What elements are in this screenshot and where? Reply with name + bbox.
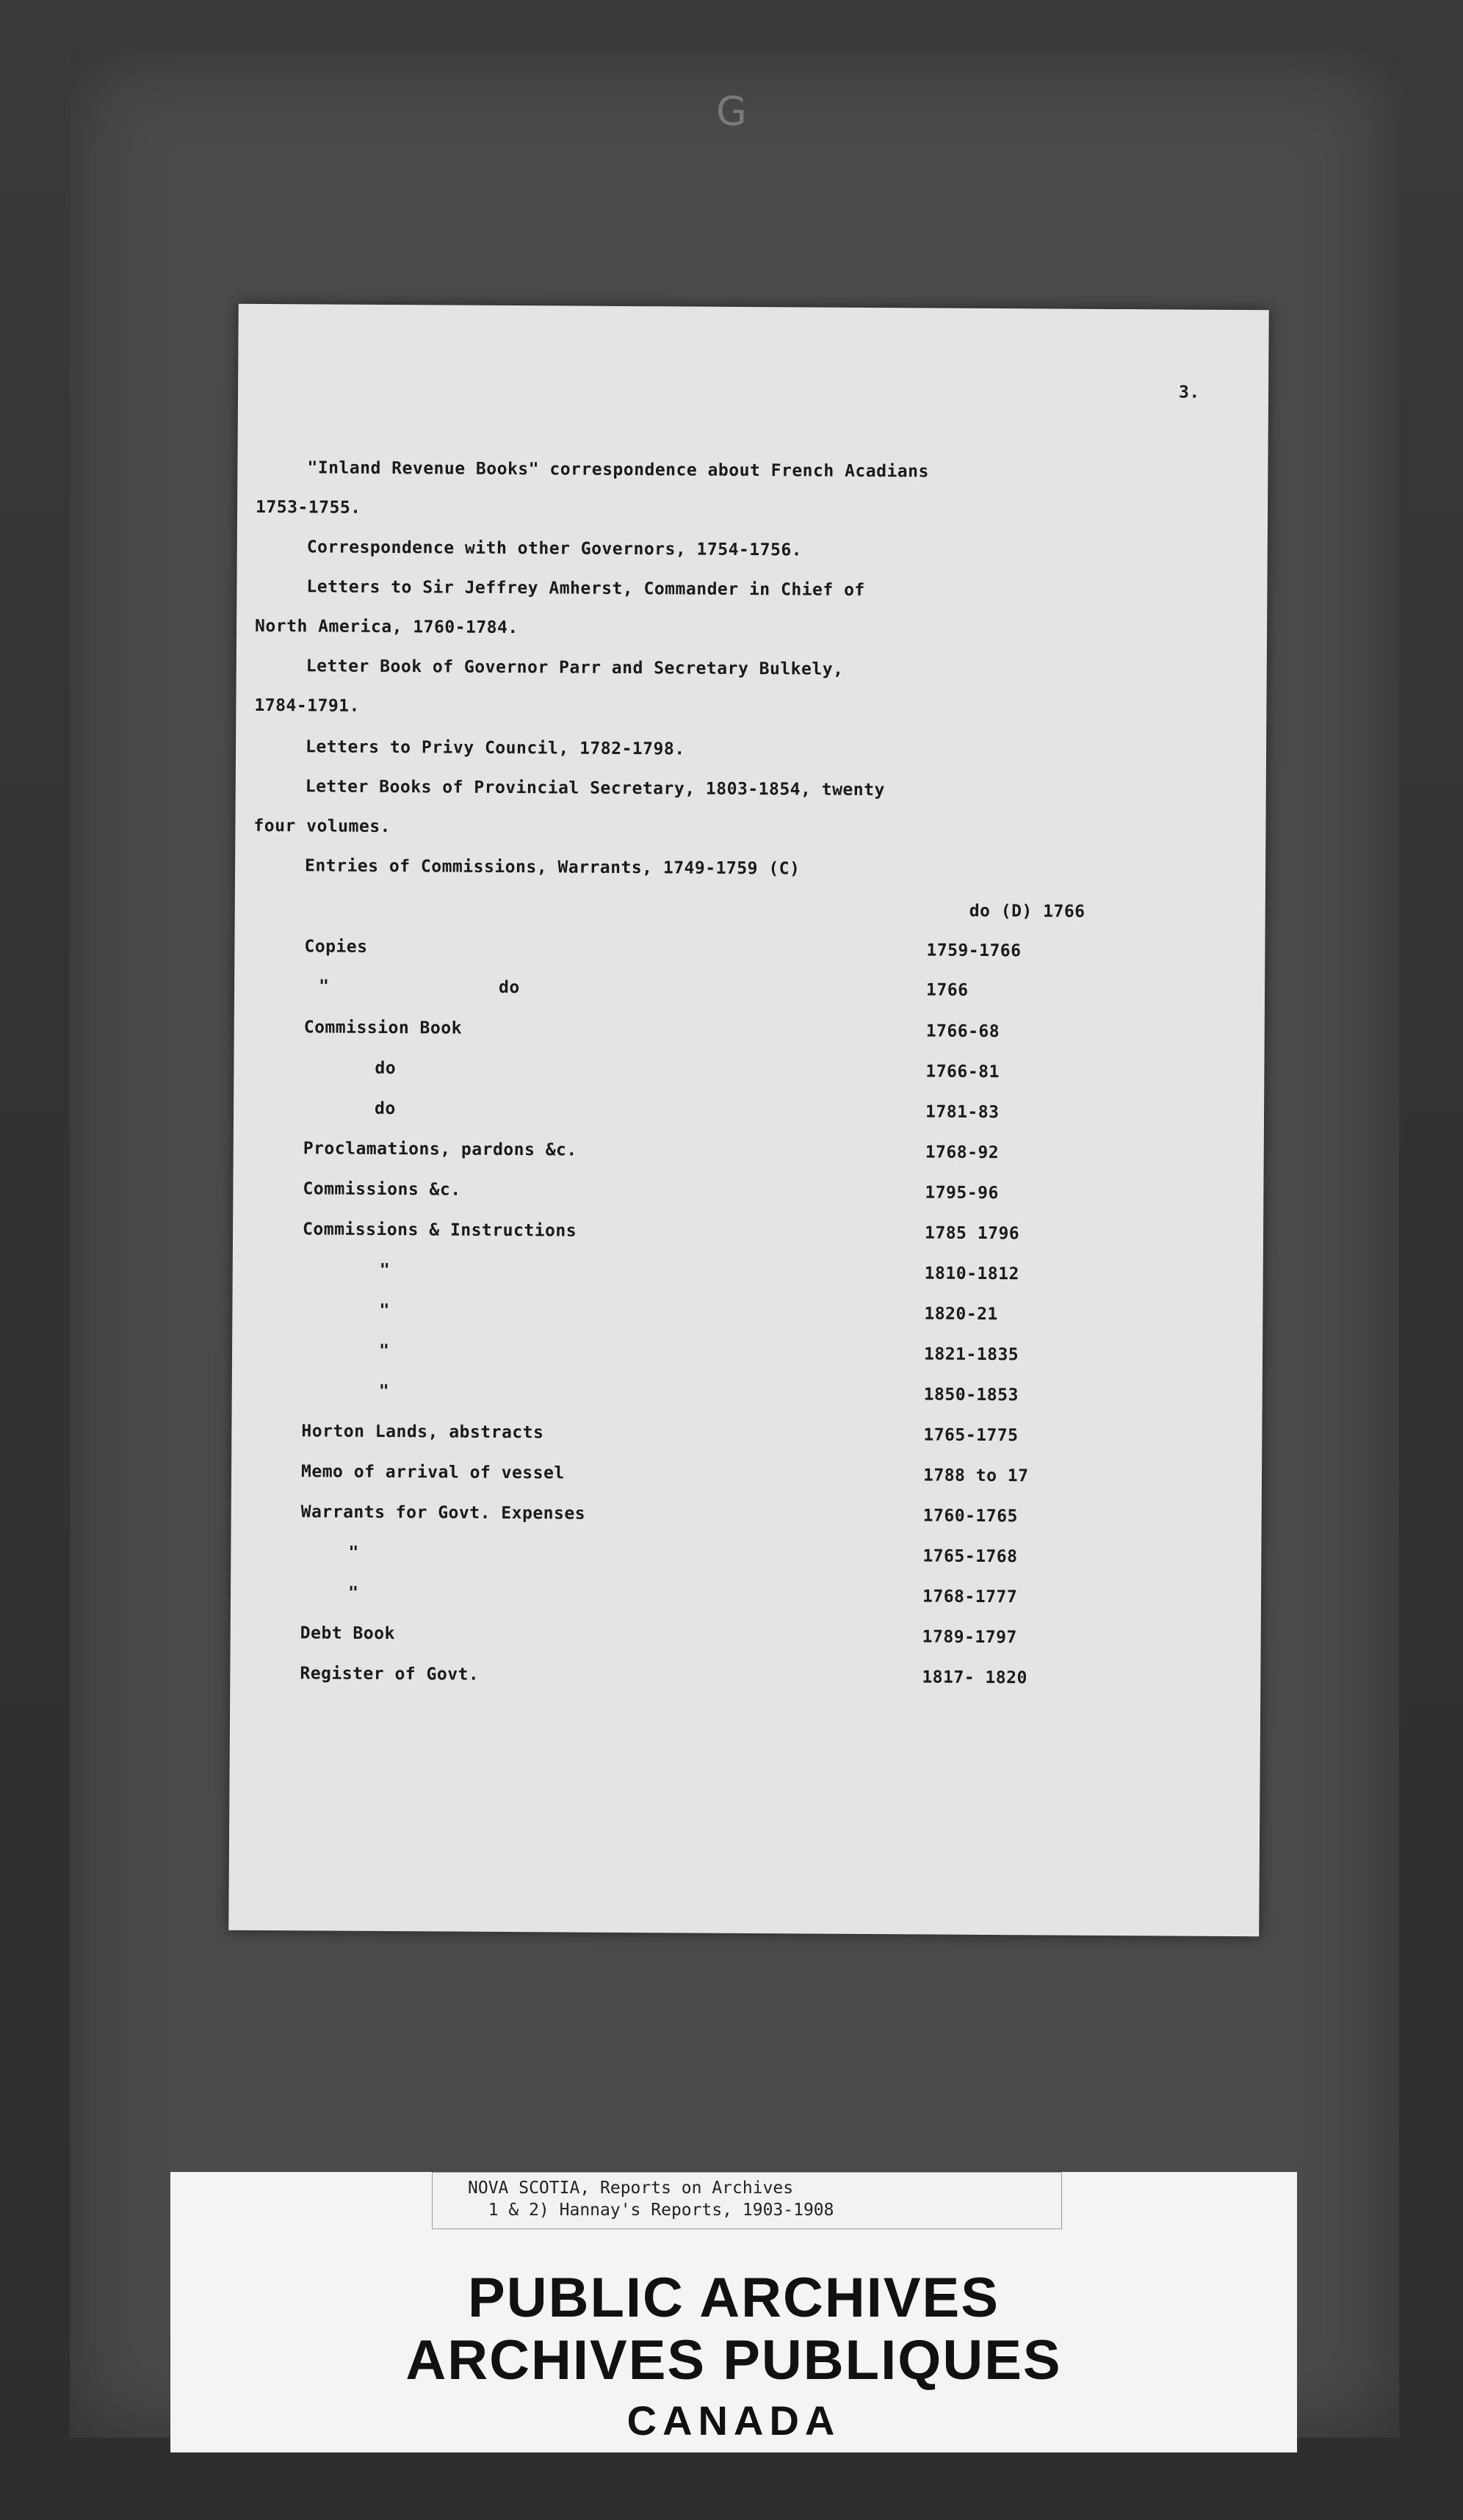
- para-7-line-1: Entries of Commissions, Warrants, 1749-1759 (C): [305, 856, 801, 879]
- table-row: [234, 1098, 1262, 1127]
- record-label: Horton Lands, abstracts: [301, 1422, 544, 1443]
- para-4-line-2: 1784-1791.: [254, 695, 360, 716]
- record-date: 1768-92: [925, 1143, 1000, 1163]
- header-mark: G: [716, 88, 747, 134]
- record-date: 1781-83: [925, 1102, 1000, 1123]
- table-row: [231, 1583, 1259, 1612]
- table-row: [231, 1502, 1260, 1531]
- document-page: [228, 304, 1269, 1937]
- table-row: [231, 1543, 1259, 1571]
- record-date: 1817- 1820: [922, 1668, 1027, 1688]
- table-row: [233, 1179, 1261, 1208]
- record-sub-label: do: [499, 977, 520, 998]
- finding-aid-label: [432, 2172, 1062, 2229]
- record-label: do: [375, 1058, 397, 1079]
- table-row: [232, 1381, 1260, 1410]
- record-date: 1789-1797: [922, 1627, 1017, 1648]
- record-date: 1766-81: [925, 1062, 1000, 1082]
- record-label: Commission Book: [303, 1018, 463, 1038]
- record-label: Register of Govt.: [300, 1664, 480, 1684]
- table-row: [230, 1664, 1258, 1692]
- table-row: [231, 1462, 1260, 1491]
- table-row: [234, 1018, 1262, 1046]
- record-label: Debt Book: [300, 1623, 395, 1644]
- record-date: 1765-1768: [922, 1546, 1018, 1567]
- record-label: Commissions &c.: [303, 1179, 461, 1200]
- record-date: 1766: [926, 980, 969, 1000]
- record-label: ": [379, 1260, 391, 1281]
- record-label: do: [375, 1098, 396, 1119]
- record-label: ": [378, 1381, 390, 1402]
- record-date: 1810-1812: [924, 1264, 1019, 1284]
- para-1-line-1: "Inland Revenue Books" correspondence about French Acadians: [307, 458, 929, 482]
- record-date: 1795-96: [925, 1183, 999, 1203]
- record-date: 1768-1777: [922, 1587, 1018, 1607]
- record-date: 1850-1853: [923, 1385, 1019, 1405]
- record-date: 1760-1765: [922, 1506, 1018, 1527]
- banner-title-en: PUBLIC ARCHIVES: [468, 2267, 1000, 2329]
- record-label: Copies: [304, 937, 368, 957]
- table-row: [232, 1341, 1260, 1369]
- finding-label-line-1: NOVA SCOTIA, Reports on Archives: [468, 2179, 794, 2198]
- record-date: 1766-68: [925, 1021, 1000, 1042]
- para-6-line-1: Letter Books of Provincial Secretary, 1803-1854, twenty: [305, 777, 885, 800]
- table-row: [231, 1623, 1259, 1652]
- record-label: Memo of arrival of vessel: [300, 1462, 565, 1483]
- para-4-line-1: Letter Book of Governor Parr and Secretary Bulkely,: [306, 656, 844, 679]
- para-3-line-2: North America, 1760-1784.: [255, 616, 519, 638]
- record-label: ": [379, 1300, 390, 1321]
- record-label: ": [348, 1543, 359, 1563]
- table-row: [231, 1422, 1260, 1450]
- record-label: ": [378, 1341, 390, 1361]
- para-3-line-1: Letters to Sir Jeffrey Amherst, Commander in Chief of: [306, 577, 865, 600]
- table-row: [234, 1058, 1262, 1087]
- record-label: Commissions & Instructions: [303, 1220, 577, 1241]
- para-6-line-2: four volumes.: [253, 816, 391, 837]
- record-label: ": [347, 1583, 359, 1603]
- banner-country: CANADA: [626, 2397, 841, 2444]
- para-5-line-1: Letters to Privy Council, 1782-1798.: [306, 737, 685, 759]
- table-row: [232, 1300, 1260, 1329]
- record-date: 1759-1766: [926, 941, 1022, 961]
- banner-title-fr: ARCHIVES PUBLIQUES: [405, 2329, 1062, 2392]
- record-date: 1820-21: [924, 1304, 998, 1325]
- table-row: [234, 937, 1262, 966]
- para-2-line-1: Correspondence with other Governors, 1754-1756.: [306, 537, 803, 560]
- finding-label-line-2: 1 & 2) Hannay's Reports, 1903-1908: [468, 2201, 834, 2220]
- record-date: 1765-1775: [923, 1425, 1019, 1446]
- record-date: 1785 1796: [924, 1223, 1020, 1244]
- record-label: ": [319, 977, 330, 996]
- table-row: [233, 1260, 1261, 1289]
- record-date: 1821-1835: [923, 1344, 1019, 1365]
- entries-continued: do (D) 1766: [969, 901, 1085, 922]
- table-row: [234, 1139, 1262, 1167]
- page-number: 3.: [1178, 383, 1200, 402]
- table-row: [234, 977, 1262, 1005]
- record-date: 1788 to 17: [922, 1466, 1029, 1486]
- table-row: [233, 1220, 1261, 1248]
- record-label: Warrants for Govt. Expenses: [300, 1502, 586, 1524]
- record-label: Proclamations, pardons &c.: [303, 1139, 577, 1160]
- para-1-line-2: 1753-1755.: [256, 497, 361, 518]
